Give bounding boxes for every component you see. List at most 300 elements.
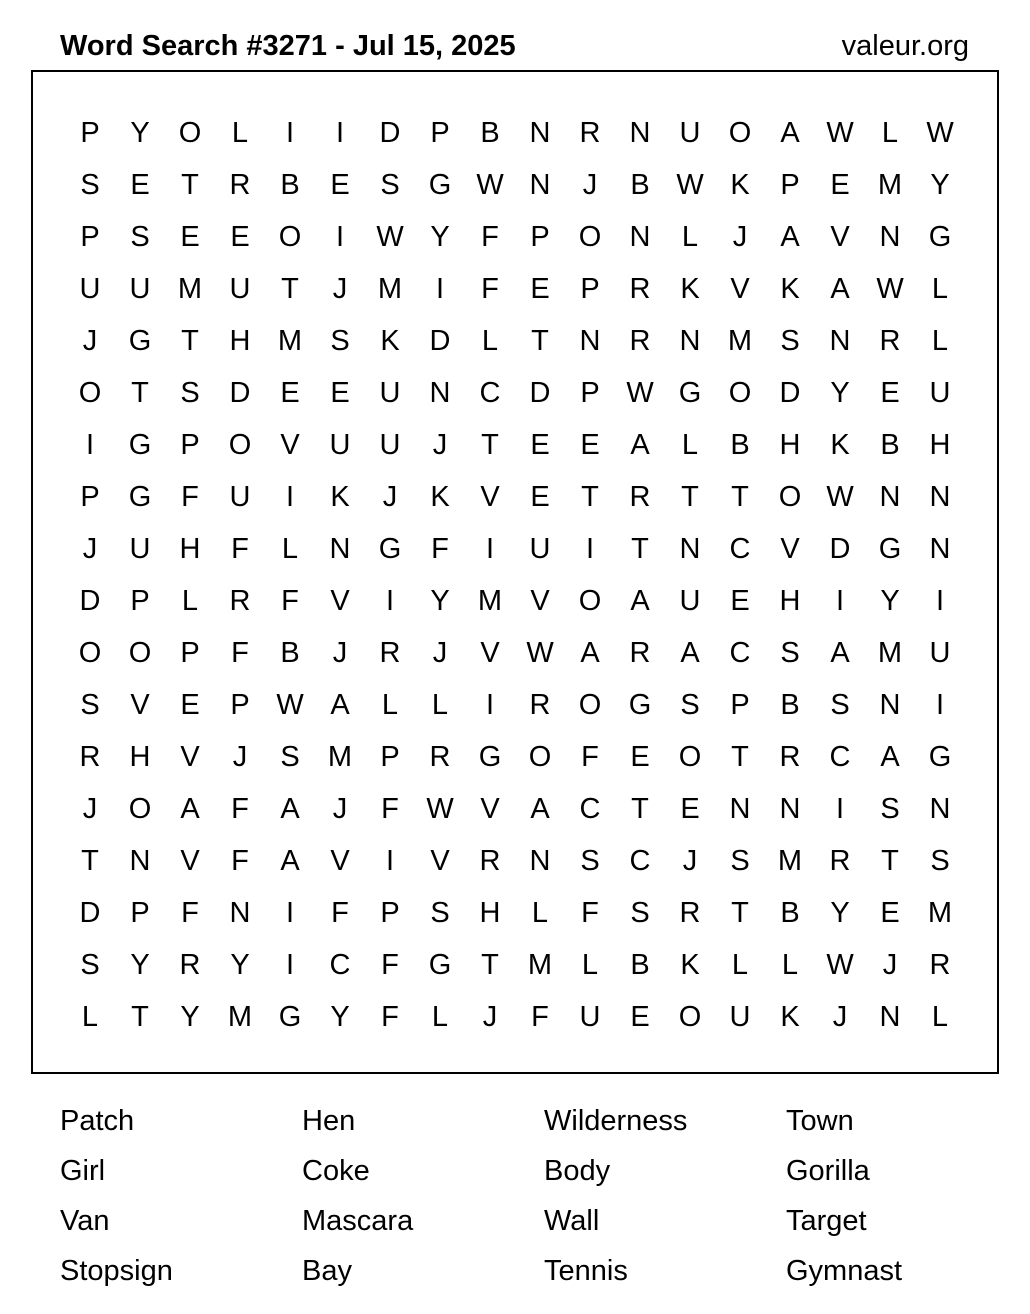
grid-cell[interactable]: F	[181, 896, 199, 929]
grid-cell[interactable]: E	[880, 376, 900, 409]
grid-cell[interactable]: R	[829, 844, 851, 877]
grid-cell[interactable]: N	[579, 324, 601, 357]
grid-cell[interactable]: A	[530, 792, 550, 825]
grid-cell[interactable]: M	[327, 740, 353, 773]
grid-cell[interactable]: N	[629, 220, 651, 253]
grid-cell[interactable]: T	[631, 792, 649, 825]
grid-cell[interactable]: G	[378, 532, 402, 565]
grid-cell[interactable]: I	[485, 532, 495, 565]
grid-cell[interactable]: B	[630, 948, 650, 981]
grid-cell[interactable]: D	[779, 376, 801, 409]
grid-cell[interactable]: H	[929, 428, 951, 461]
grid-cell[interactable]: U	[929, 636, 951, 669]
grid-cell[interactable]: T	[731, 480, 749, 513]
grid-cell[interactable]: W	[826, 116, 854, 149]
grid-cell[interactable]: I	[85, 428, 95, 461]
grid-cell[interactable]: U	[729, 1000, 751, 1033]
grid-cell[interactable]: I	[285, 116, 295, 149]
grid-cell[interactable]: T	[481, 428, 499, 461]
grid-cell[interactable]: P	[430, 116, 450, 149]
grid-cell[interactable]: F	[481, 272, 499, 305]
grid-cell[interactable]: F	[381, 948, 399, 981]
grid-cell[interactable]: C	[629, 844, 651, 877]
grid-cell[interactable]: U	[679, 116, 701, 149]
grid-cell[interactable]: A	[830, 636, 850, 669]
grid-cell[interactable]: L	[231, 116, 249, 149]
grid-cell[interactable]: N	[429, 376, 451, 409]
grid-cell[interactable]: B	[630, 168, 650, 201]
grid-cell[interactable]: Y	[830, 376, 850, 409]
grid-cell[interactable]: E	[530, 428, 550, 461]
grid-cell[interactable]: J	[82, 532, 98, 565]
grid-cell[interactable]: E	[580, 428, 600, 461]
grid-cell[interactable]: M	[927, 896, 953, 929]
grid-cell[interactable]: B	[280, 636, 300, 669]
grid-cell[interactable]: L	[681, 220, 699, 253]
grid-cell[interactable]: I	[285, 948, 295, 981]
grid-cell[interactable]: D	[79, 584, 101, 617]
grid-cell[interactable]: L	[481, 324, 499, 357]
grid-cell[interactable]: V	[480, 636, 500, 669]
grid-cell[interactable]: Y	[130, 948, 150, 981]
grid-cell[interactable]: O	[178, 116, 202, 149]
grid-cell[interactable]: N	[879, 220, 901, 253]
grid-cell[interactable]: T	[581, 480, 599, 513]
grid-cell[interactable]: T	[481, 948, 499, 981]
grid-cell[interactable]: G	[678, 376, 702, 409]
grid-cell[interactable]: I	[385, 584, 395, 617]
grid-cell[interactable]: P	[80, 220, 100, 253]
grid-cell[interactable]: G	[478, 740, 502, 773]
grid-cell[interactable]: N	[529, 844, 551, 877]
grid-cell[interactable]: N	[929, 480, 951, 513]
grid-cell[interactable]: K	[780, 272, 800, 305]
grid-cell[interactable]: E	[330, 168, 350, 201]
grid-cell[interactable]: E	[630, 740, 650, 773]
grid-cell[interactable]: F	[331, 896, 349, 929]
grid-cell[interactable]: Y	[230, 948, 250, 981]
grid-cell[interactable]: Y	[130, 116, 150, 149]
grid-cell[interactable]: J	[82, 792, 98, 825]
grid-cell[interactable]: F	[281, 584, 299, 617]
grid-cell[interactable]: U	[229, 480, 251, 513]
grid-cell[interactable]: O	[778, 480, 802, 513]
grid-cell[interactable]: K	[780, 1000, 800, 1033]
grid-cell[interactable]: T	[881, 844, 899, 877]
grid-cell[interactable]: N	[529, 168, 551, 201]
grid-cell[interactable]: Y	[180, 1000, 200, 1033]
grid-cell[interactable]: V	[280, 428, 300, 461]
grid-cell[interactable]: J	[82, 324, 98, 357]
grid-cell[interactable]: R	[429, 740, 451, 773]
grid-cell[interactable]: F	[581, 896, 599, 929]
grid-cell[interactable]: J	[882, 948, 898, 981]
grid-cell[interactable]: L	[531, 896, 549, 929]
grid-cell[interactable]: S	[280, 740, 300, 773]
grid-cell[interactable]: L	[931, 1000, 949, 1033]
grid-cell[interactable]: N	[679, 324, 701, 357]
grid-cell[interactable]: F	[581, 740, 599, 773]
grid-cell[interactable]: O	[678, 1000, 702, 1033]
grid-cell[interactable]: O	[578, 220, 602, 253]
grid-cell[interactable]: P	[130, 896, 150, 929]
grid-cell[interactable]: F	[381, 792, 399, 825]
grid-cell[interactable]: D	[829, 532, 851, 565]
grid-cell[interactable]: K	[380, 324, 400, 357]
grid-cell[interactable]: Y	[430, 220, 450, 253]
grid-cell[interactable]: P	[180, 428, 200, 461]
grid-cell[interactable]: S	[130, 220, 150, 253]
grid-cell[interactable]: A	[280, 792, 300, 825]
grid-cell[interactable]: G	[628, 688, 652, 721]
grid-cell[interactable]: O	[278, 220, 302, 253]
grid-cell[interactable]: W	[526, 636, 554, 669]
grid-cell[interactable]: G	[928, 740, 952, 773]
grid-cell[interactable]: H	[479, 896, 501, 929]
grid-cell[interactable]: W	[926, 116, 954, 149]
grid-cell[interactable]: R	[629, 324, 651, 357]
grid-cell[interactable]: F	[431, 532, 449, 565]
grid-cell[interactable]: M	[777, 844, 803, 877]
grid-cell[interactable]: W	[876, 272, 904, 305]
grid-cell[interactable]: W	[676, 168, 704, 201]
grid-cell[interactable]: G	[278, 1000, 302, 1033]
grid-cell[interactable]: T	[731, 896, 749, 929]
grid-cell[interactable]: P	[80, 116, 100, 149]
grid-cell[interactable]: R	[79, 740, 101, 773]
grid-cell[interactable]: N	[629, 116, 651, 149]
grid-cell[interactable]: P	[380, 896, 400, 929]
grid-cell[interactable]: L	[81, 1000, 99, 1033]
grid-cell[interactable]: U	[529, 532, 551, 565]
grid-cell[interactable]: L	[931, 272, 949, 305]
grid-cell[interactable]: S	[80, 688, 100, 721]
grid-cell[interactable]: J	[332, 792, 348, 825]
grid-cell[interactable]: U	[379, 376, 401, 409]
grid-cell[interactable]: R	[179, 948, 201, 981]
grid-cell[interactable]: A	[630, 428, 650, 461]
grid-cell[interactable]: R	[379, 636, 401, 669]
grid-cell[interactable]: E	[230, 220, 250, 253]
grid-cell[interactable]: A	[180, 792, 200, 825]
grid-cell[interactable]: D	[429, 324, 451, 357]
grid-cell[interactable]: O	[78, 376, 102, 409]
grid-cell[interactable]: R	[529, 688, 551, 721]
grid-cell[interactable]: B	[730, 428, 750, 461]
grid-cell[interactable]: U	[579, 1000, 601, 1033]
grid-cell[interactable]: S	[780, 324, 800, 357]
grid-cell[interactable]: F	[231, 532, 249, 565]
grid-cell[interactable]: Y	[880, 584, 900, 617]
grid-cell[interactable]: J	[332, 636, 348, 669]
grid-cell[interactable]: A	[580, 636, 600, 669]
grid-cell[interactable]: A	[780, 116, 800, 149]
grid-cell[interactable]: C	[579, 792, 601, 825]
grid-cell[interactable]: Y	[830, 896, 850, 929]
grid-cell[interactable]: L	[881, 116, 899, 149]
grid-cell[interactable]: U	[129, 532, 151, 565]
grid-cell[interactable]: V	[830, 220, 850, 253]
grid-cell[interactable]: V	[730, 272, 750, 305]
grid-cell[interactable]: Y	[930, 168, 950, 201]
grid-cell[interactable]: V	[130, 688, 150, 721]
grid-cell[interactable]: H	[129, 740, 151, 773]
grid-cell[interactable]: S	[630, 896, 650, 929]
grid-cell[interactable]: I	[835, 584, 845, 617]
grid-cell[interactable]: A	[330, 688, 350, 721]
grid-cell[interactable]: K	[680, 948, 700, 981]
grid-cell[interactable]: J	[382, 480, 398, 513]
grid-cell[interactable]: F	[231, 792, 249, 825]
grid-cell[interactable]: K	[830, 428, 850, 461]
grid-cell[interactable]: Y	[330, 1000, 350, 1033]
grid-cell[interactable]: I	[435, 272, 445, 305]
grid-cell[interactable]: T	[181, 168, 199, 201]
grid-cell[interactable]: N	[879, 480, 901, 513]
grid-cell[interactable]: O	[578, 688, 602, 721]
grid-cell[interactable]: D	[529, 376, 551, 409]
grid-cell[interactable]: T	[81, 844, 99, 877]
grid-cell[interactable]: P	[580, 272, 600, 305]
grid-cell[interactable]: H	[179, 532, 201, 565]
grid-cell[interactable]: F	[531, 1000, 549, 1033]
grid-cell[interactable]: F	[481, 220, 499, 253]
grid-cell[interactable]: S	[80, 168, 100, 201]
grid-cell[interactable]: R	[629, 272, 651, 305]
grid-cell[interactable]: G	[128, 324, 152, 357]
grid-cell[interactable]: R	[779, 740, 801, 773]
grid-cell[interactable]: N	[929, 792, 951, 825]
grid-cell[interactable]: J	[232, 740, 248, 773]
grid-cell[interactable]: J	[582, 168, 598, 201]
grid-cell[interactable]: H	[779, 584, 801, 617]
grid-cell[interactable]: O	[78, 636, 102, 669]
grid-cell[interactable]: O	[578, 584, 602, 617]
grid-cell[interactable]: I	[585, 532, 595, 565]
grid-cell[interactable]: B	[880, 428, 900, 461]
grid-cell[interactable]: W	[626, 376, 654, 409]
grid-cell[interactable]: N	[329, 532, 351, 565]
grid-cell[interactable]: U	[929, 376, 951, 409]
grid-cell[interactable]: S	[580, 844, 600, 877]
grid-cell[interactable]: W	[276, 688, 304, 721]
grid-cell[interactable]: K	[430, 480, 450, 513]
grid-cell[interactable]: P	[180, 636, 200, 669]
grid-cell[interactable]: L	[581, 948, 599, 981]
grid-cell[interactable]: L	[681, 428, 699, 461]
grid-cell[interactable]: P	[80, 480, 100, 513]
grid-cell[interactable]: V	[530, 584, 550, 617]
grid-cell[interactable]: C	[729, 636, 751, 669]
grid-cell[interactable]: S	[730, 844, 750, 877]
grid-cell[interactable]: E	[180, 688, 200, 721]
grid-cell[interactable]: P	[230, 688, 250, 721]
grid-cell[interactable]: T	[131, 1000, 149, 1033]
grid-cell[interactable]: E	[130, 168, 150, 201]
grid-cell[interactable]: T	[531, 324, 549, 357]
grid-cell[interactable]: I	[935, 688, 945, 721]
grid-cell[interactable]: R	[629, 636, 651, 669]
grid-cell[interactable]: L	[431, 1000, 449, 1033]
grid-cell[interactable]: R	[929, 948, 951, 981]
grid-cell[interactable]: E	[630, 1000, 650, 1033]
grid-cell[interactable]: V	[480, 480, 500, 513]
grid-cell[interactable]: F	[231, 636, 249, 669]
grid-cell[interactable]: V	[430, 844, 450, 877]
grid-cell[interactable]: G	[428, 948, 452, 981]
grid-cell[interactable]: R	[629, 480, 651, 513]
grid-cell[interactable]: B	[780, 688, 800, 721]
grid-cell[interactable]: P	[780, 168, 800, 201]
grid-cell[interactable]: M	[477, 584, 503, 617]
grid-cell[interactable]: R	[679, 896, 701, 929]
grid-cell[interactable]: R	[229, 168, 251, 201]
grid-cell[interactable]: S	[680, 688, 700, 721]
grid-cell[interactable]: S	[430, 896, 450, 929]
grid-cell[interactable]: C	[829, 740, 851, 773]
grid-cell[interactable]: O	[728, 376, 752, 409]
grid-cell[interactable]: E	[880, 896, 900, 929]
grid-cell[interactable]: E	[530, 272, 550, 305]
grid-cell[interactable]: G	[428, 168, 452, 201]
grid-cell[interactable]: C	[329, 948, 351, 981]
grid-cell[interactable]: G	[128, 480, 152, 513]
grid-cell[interactable]: M	[727, 324, 753, 357]
grid-cell[interactable]: N	[229, 896, 251, 929]
grid-cell[interactable]: U	[679, 584, 701, 617]
grid-cell[interactable]: U	[229, 272, 251, 305]
grid-cell[interactable]: S	[330, 324, 350, 357]
grid-cell[interactable]: V	[780, 532, 800, 565]
grid-cell[interactable]: L	[731, 948, 749, 981]
grid-cell[interactable]: J	[732, 220, 748, 253]
grid-cell[interactable]: I	[485, 688, 495, 721]
grid-cell[interactable]: M	[877, 168, 903, 201]
grid-cell[interactable]: V	[330, 844, 350, 877]
grid-cell[interactable]: N	[929, 532, 951, 565]
grid-cell[interactable]: E	[730, 584, 750, 617]
grid-cell[interactable]: U	[129, 272, 151, 305]
grid-cell[interactable]: O	[678, 740, 702, 773]
grid-cell[interactable]: N	[529, 116, 551, 149]
grid-cell[interactable]: J	[482, 1000, 498, 1033]
grid-cell[interactable]: U	[329, 428, 351, 461]
grid-cell[interactable]: V	[330, 584, 350, 617]
grid-cell[interactable]: A	[880, 740, 900, 773]
grid-cell[interactable]: S	[780, 636, 800, 669]
grid-cell[interactable]: G	[128, 428, 152, 461]
grid-cell[interactable]: R	[229, 584, 251, 617]
grid-cell[interactable]: K	[680, 272, 700, 305]
grid-cell[interactable]: E	[280, 376, 300, 409]
grid-cell[interactable]: P	[530, 220, 550, 253]
grid-cell[interactable]: K	[330, 480, 350, 513]
grid-cell[interactable]: W	[476, 168, 504, 201]
grid-cell[interactable]: T	[131, 376, 149, 409]
grid-cell[interactable]: A	[680, 636, 700, 669]
grid-cell[interactable]: N	[729, 792, 751, 825]
grid-cell[interactable]: J	[332, 272, 348, 305]
grid-cell[interactable]: N	[879, 1000, 901, 1033]
grid-cell[interactable]: A	[830, 272, 850, 305]
grid-cell[interactable]: K	[730, 168, 750, 201]
grid-cell[interactable]: N	[129, 844, 151, 877]
grid-cell[interactable]: M	[277, 324, 303, 357]
grid-cell[interactable]: O	[528, 740, 552, 773]
grid-cell[interactable]: O	[128, 636, 152, 669]
grid-cell[interactable]: E	[180, 220, 200, 253]
grid-cell[interactable]: V	[480, 792, 500, 825]
grid-cell[interactable]: T	[681, 480, 699, 513]
grid-cell[interactable]: B	[480, 116, 500, 149]
grid-cell[interactable]: O	[228, 428, 252, 461]
grid-cell[interactable]: Y	[430, 584, 450, 617]
grid-cell[interactable]: I	[335, 116, 345, 149]
grid-cell[interactable]: L	[431, 688, 449, 721]
grid-cell[interactable]: S	[80, 948, 100, 981]
grid-cell[interactable]: J	[682, 844, 698, 877]
grid-cell[interactable]: W	[826, 480, 854, 513]
grid-cell[interactable]: W	[376, 220, 404, 253]
grid-cell[interactable]: S	[830, 688, 850, 721]
grid-cell[interactable]: O	[728, 116, 752, 149]
grid-cell[interactable]: B	[780, 896, 800, 929]
grid-cell[interactable]: U	[379, 428, 401, 461]
grid-cell[interactable]: V	[180, 844, 200, 877]
grid-cell[interactable]: G	[928, 220, 952, 253]
grid-cell[interactable]: J	[432, 636, 448, 669]
grid-cell[interactable]: I	[835, 792, 845, 825]
grid-cell[interactable]: P	[130, 584, 150, 617]
grid-cell[interactable]: W	[826, 948, 854, 981]
grid-cell[interactable]: L	[931, 324, 949, 357]
grid-cell[interactable]: H	[229, 324, 251, 357]
grid-cell[interactable]: R	[879, 324, 901, 357]
grid-cell[interactable]: O	[128, 792, 152, 825]
grid-cell[interactable]: A	[780, 220, 800, 253]
grid-cell[interactable]: J	[432, 428, 448, 461]
grid-cell[interactable]: M	[527, 948, 553, 981]
grid-cell[interactable]: L	[181, 584, 199, 617]
grid-cell[interactable]: T	[181, 324, 199, 357]
grid-cell[interactable]: E	[530, 480, 550, 513]
grid-cell[interactable]: F	[381, 1000, 399, 1033]
grid-cell[interactable]: P	[380, 740, 400, 773]
grid-cell[interactable]: L	[281, 532, 299, 565]
grid-cell[interactable]: E	[330, 376, 350, 409]
grid-cell[interactable]: F	[231, 844, 249, 877]
grid-cell[interactable]: N	[779, 792, 801, 825]
grid-cell[interactable]: B	[280, 168, 300, 201]
grid-cell[interactable]: R	[579, 116, 601, 149]
grid-cell[interactable]: N	[829, 324, 851, 357]
grid-cell[interactable]: W	[426, 792, 454, 825]
grid-cell[interactable]: S	[180, 376, 200, 409]
grid-cell[interactable]: R	[479, 844, 501, 877]
grid-cell[interactable]: N	[679, 532, 701, 565]
grid-cell[interactable]: I	[385, 844, 395, 877]
grid-cell[interactable]: J	[832, 1000, 848, 1033]
grid-cell[interactable]: S	[380, 168, 400, 201]
grid-cell[interactable]: I	[285, 896, 295, 929]
grid-cell[interactable]: N	[879, 688, 901, 721]
grid-cell[interactable]: G	[878, 532, 902, 565]
grid-cell[interactable]: D	[379, 116, 401, 149]
grid-cell[interactable]: U	[79, 272, 101, 305]
grid-cell[interactable]: M	[377, 272, 403, 305]
grid-cell[interactable]: M	[227, 1000, 253, 1033]
grid-cell[interactable]: M	[877, 636, 903, 669]
